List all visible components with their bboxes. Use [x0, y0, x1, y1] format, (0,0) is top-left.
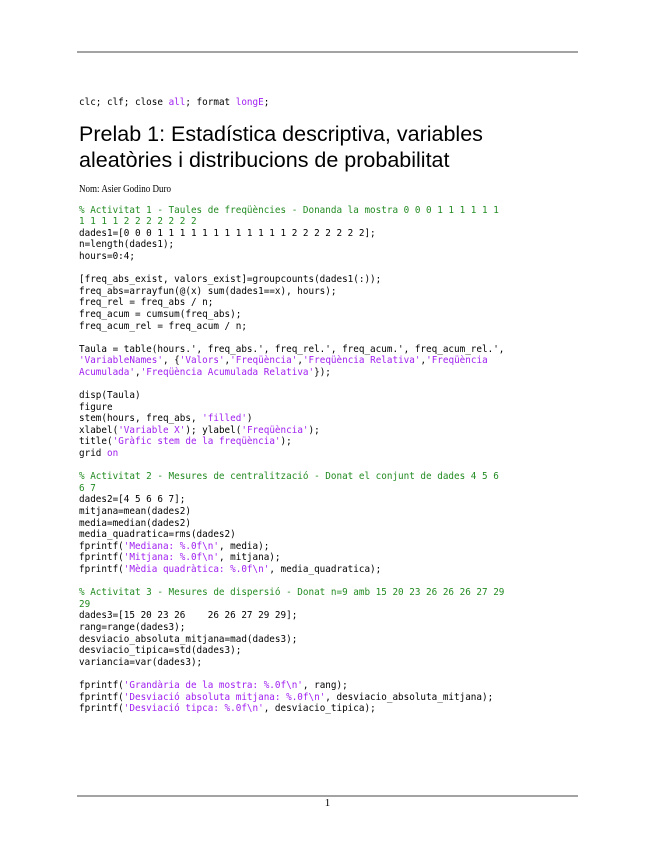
- code-text: disp(Taula): [79, 390, 141, 402]
- code-string: longE: [235, 97, 264, 108]
- document-body: [79, 97, 579, 715]
- code-text: ): [246, 413, 253, 425]
- code-line: [79, 425, 579, 437]
- code-line: [79, 634, 579, 646]
- code-line: [79, 413, 579, 425]
- blank-line: [79, 576, 579, 588]
- code-text: , desviacio_absoluta_mitjana);: [325, 691, 494, 703]
- code-text: );: [308, 424, 320, 436]
- code-text: ,: [297, 355, 303, 367]
- page-title: Prelab 1: Estadística descriptiva, variables aleatòries i distribucions de probabilitat: [79, 121, 483, 172]
- code-line: [79, 297, 579, 309]
- code-block: [79, 587, 579, 668]
- code-string: 'filled': [202, 413, 247, 425]
- code-text: dades3=[15 20 23 26 26 26 27 29 29];: [79, 610, 298, 622]
- code-block: [79, 680, 579, 715]
- code-line: [79, 494, 579, 506]
- code-line: [79, 239, 579, 251]
- code-comment: 1 1 1 1 2 2 2 2 2 2 2: [79, 216, 197, 228]
- code-line: [79, 274, 579, 286]
- code-listing: [79, 205, 579, 715]
- code-comment: % Activitat 1 - Taules de freqüències - Donanda la mostra 0 0 0 1 1 1 1 1 1: [79, 204, 499, 216]
- code-text: rang=range(dades3);: [79, 621, 186, 633]
- code-text: ;: [263, 97, 270, 108]
- code-line: [79, 402, 579, 414]
- code-text: freq_abs=arrayfun(@(x) sum(dades1==x), hours);: [79, 285, 337, 297]
- code-text: });: [314, 366, 331, 378]
- code-line: [79, 97, 579, 109]
- code-text: freq_acum = cumsum(freq_abs);: [79, 308, 242, 320]
- code-text: ); ylabel(: [185, 424, 242, 436]
- author-line: Nom: Asier Godino Duro: [79, 183, 172, 195]
- code-line: [79, 448, 579, 460]
- code-text: figure: [79, 401, 113, 413]
- code-comment: 29: [79, 598, 91, 610]
- page-number: 1: [324, 797, 331, 809]
- code-string: all: [168, 97, 186, 108]
- code-text: variancia=var(dades3);: [79, 656, 203, 668]
- blank-line: [79, 332, 579, 344]
- code-text: , media);: [218, 540, 270, 552]
- code-line: [79, 692, 579, 704]
- code-line: [79, 321, 579, 333]
- code-text: hours=0:4;: [79, 250, 135, 262]
- code-string: 'Freqüència: [426, 355, 488, 367]
- code-text: ; format: [185, 97, 236, 108]
- code-string: 'Mediana: %.0f\n': [123, 540, 219, 552]
- code-line: [79, 286, 579, 298]
- code-text: fprintf(: [79, 679, 124, 691]
- code-line: [79, 622, 579, 634]
- code-comment: % Activitat 3 - Mesures de dispersió - Donat n=9 amb 15 20 23 26 26 26 27 29: [79, 587, 505, 599]
- code-block: [79, 390, 579, 460]
- code-text: ,: [224, 355, 231, 367]
- code-text: dades1=[0 0 0 1 1 1 1 1 1 1 1 1 1 1 1 2 2 2 2 2 2 2];: [79, 227, 376, 239]
- code-string: 'Desviació tipca: %.0f\n': [123, 703, 264, 715]
- code-string: 'Grandària de la mostra: %.0f\n': [123, 679, 303, 691]
- code-block: [79, 205, 579, 263]
- code-text: );: [280, 436, 292, 448]
- code-string: 'Freqüència Acumulada Relativa': [140, 366, 315, 378]
- code-comment: % Activitat 2 - Mesures de centralització - Donat el conjunt de dades 4 5 6: [79, 471, 499, 483]
- code-text: clc; clf; close: [79, 97, 169, 108]
- code-text: freq_rel = freq_abs / n;: [79, 297, 214, 309]
- code-line: [79, 344, 579, 356]
- code-line: [79, 541, 579, 553]
- code-line: [79, 309, 579, 321]
- code-string: 'Valors': [179, 355, 225, 367]
- code-text: title(: [79, 436, 113, 448]
- code-text: freq_acum_rel = freq_acum / n;: [79, 320, 247, 332]
- code-text: fprintf(: [79, 703, 124, 715]
- code-text: n=length(dades1);: [79, 239, 175, 251]
- code-string: Acumulada': [79, 366, 135, 378]
- blank-line: [79, 460, 579, 472]
- code-line: [79, 587, 579, 599]
- header-rule: [77, 51, 578, 53]
- code-string: 'VariableNames': [79, 355, 163, 367]
- code-text: stem(hours, freq_abs,: [79, 413, 203, 425]
- blank-line: [79, 263, 579, 275]
- code-string: 'Freqüència': [241, 424, 309, 436]
- blank-line: [79, 668, 579, 680]
- code-text: media_quadratica=rms(dades2): [79, 529, 236, 541]
- code-line: [79, 205, 579, 217]
- code-line: [79, 390, 579, 402]
- code-text: [freq_abs_exist, valors_exist]=groupcounts(dades1(:));: [79, 274, 382, 286]
- code-line: [79, 251, 579, 263]
- code-text: Taula = table(hours.', freq_abs.', freq_rel.', freq_acum.', freq_acum_rel.',: [79, 343, 505, 355]
- code-text: , {: [162, 355, 180, 367]
- code-block: [79, 471, 579, 575]
- code-comment: 6 7: [79, 482, 96, 494]
- code-line: [79, 483, 579, 495]
- code-text: ,: [134, 366, 141, 378]
- code-string: 'Gràfic stem de la freqüència': [112, 436, 281, 448]
- code-block: [79, 274, 579, 332]
- code-line: [79, 529, 579, 541]
- code-line: [79, 680, 579, 692]
- code-text: mitjana=mean(dades2): [79, 506, 191, 518]
- code-line: [79, 471, 579, 483]
- code-text: xlabel(: [79, 424, 119, 436]
- code-string: 'Freqüència Relativa': [302, 355, 421, 367]
- code-text: dades2=[4 5 6 6 7];: [79, 494, 186, 506]
- code-line: [79, 610, 579, 622]
- code-string: 'Variable X': [118, 424, 186, 436]
- code-line: [79, 436, 579, 448]
- code-string: 'Mitjana: %.0f\n': [123, 552, 219, 564]
- code-line: [79, 355, 579, 367]
- code-text: fprintf(: [79, 564, 124, 575]
- code-line: [79, 216, 579, 228]
- code-text: media=median(dades2): [79, 517, 191, 529]
- blank-line: [79, 379, 579, 391]
- code-line: [79, 599, 579, 611]
- code-text: , mitjana);: [218, 552, 281, 564]
- code-line: [79, 228, 579, 240]
- code-text: grid: [79, 448, 107, 460]
- code-text: desviacio_tipica=std(dades3);: [79, 645, 242, 657]
- header-code: [79, 97, 579, 109]
- code-string: 'Desviació absoluta mitjana: %.0f\n': [123, 691, 326, 703]
- code-line: [79, 657, 579, 669]
- code-text: , media_quadratica);: [269, 564, 382, 575]
- code-text: ,: [420, 355, 427, 367]
- code-line: [79, 564, 579, 576]
- code-block: [79, 344, 579, 379]
- code-text: desviacio_absoluta_mitjana=mad(dades3);: [79, 633, 298, 645]
- code-line: [79, 552, 579, 564]
- code-line: [79, 506, 579, 518]
- code-string: on: [107, 448, 119, 460]
- code-line: [79, 518, 579, 530]
- code-string: 'Freqüència': [230, 355, 298, 367]
- code-text: fprintf(: [79, 691, 124, 703]
- code-line: [79, 645, 579, 657]
- code-text: , rang);: [302, 679, 348, 691]
- code-line: [79, 703, 579, 715]
- code-line: [79, 367, 579, 379]
- code-text: fprintf(: [79, 552, 124, 564]
- code-text: , desviacio_tipica);: [263, 703, 376, 715]
- code-text: fprintf(: [79, 540, 124, 552]
- code-string: 'Mèdia quadràtica: %.0f\n': [123, 564, 270, 575]
